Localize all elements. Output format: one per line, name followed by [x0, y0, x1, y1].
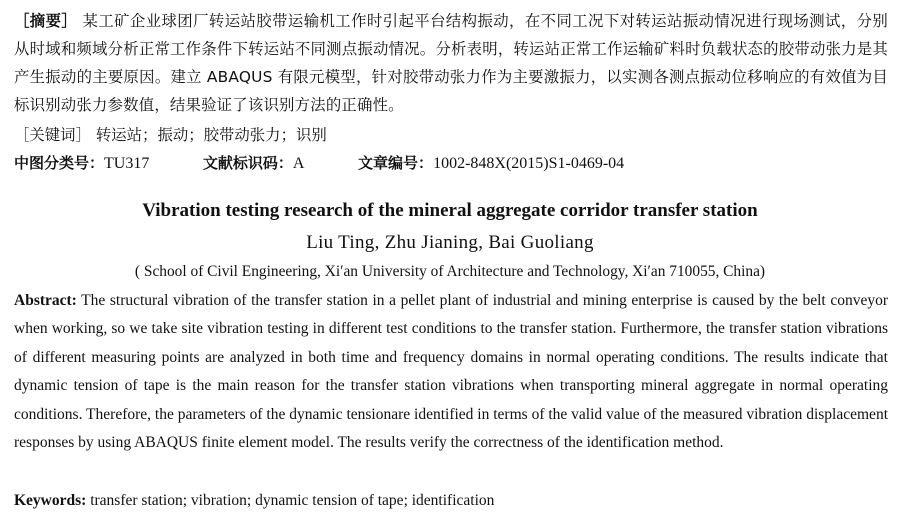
chinese-keywords-label: ［关键词］ — [14, 126, 91, 144]
english-authors: Liu Ting, Zhu Jianing, Bai Guoliang — [306, 232, 594, 253]
article-number-label: 文章编号： — [358, 154, 434, 172]
document-code-value: A — [292, 155, 305, 172]
english-abstract — [14, 287, 888, 457]
chinese-keywords — [14, 121, 327, 149]
english-affiliation: ( School of Civil Engineering, Xi′an University of Architecture and Technology, Xi′an 710055, China) — [134, 263, 766, 280]
chinese-keywords-text: 转运站；振动；胶带动张力；识别 — [95, 126, 327, 144]
chinese-abstract-text: 某工矿企业球团厂转运站胶带运输机工作时引起平台结构振动，在不同工况下对转运站振动情况进行现场测试，分别从时域和频域分析正常工作条件下转运站不同测点振动情况。分析表明，转运站正常工作运输矿料时负载状态的胶带动张力是其产生振动的主要原因。建立 ABAQUS 有限元模型，针对胶带动张力作为主要激振力，以实测各测点振动位移响应的有效值为目标识别动张力参数值，结果验证了该识别方法的正确性。 — [14, 12, 889, 114]
document-code-label: 文献标识码： — [202, 154, 293, 172]
classification-line — [14, 150, 888, 177]
english-keywords-label: Keywords: — [14, 492, 87, 509]
classification-number-value: TU317 — [104, 155, 150, 172]
classification-number-label: 中图分类号： — [14, 154, 105, 172]
chinese-abstract — [14, 7, 888, 119]
english-abstract-label: Abstract: — [14, 292, 77, 309]
english-title: Vibration testing research of the mineral aggregate corridor transfer station — [142, 200, 758, 221]
article-number-value: 1002-848X(2015)S1-0469-04 — [433, 155, 625, 172]
chinese-abstract-label: ［摘要］ — [14, 12, 78, 30]
english-keywords-text: transfer station; vibration; dynamic tension of tape; identification — [90, 492, 495, 509]
english-abstract-text: The structural vibration of the transfer station in a pellet plant of industrial and mining enterprise is caused by the belt conveyor when working, so we take site vibration testing in different test conditions to the transfer station. Furthermore, the transfer station vibrations of different measuring points are analyzed in both time and frequency domains in normal operating conditions. The results indicate that dynamic tension of tape is the main reason for the transfer station vibrations when transporting mineral aggregate in normal operating conditions. Therefore, the parameters of the dynamic tensionare identified in terms of the valid value of the measured vibration displacement responses by using ABAQUS finite element model. The results verify the correctness of the identification method. — [14, 292, 888, 452]
english-keywords — [14, 487, 888, 515]
